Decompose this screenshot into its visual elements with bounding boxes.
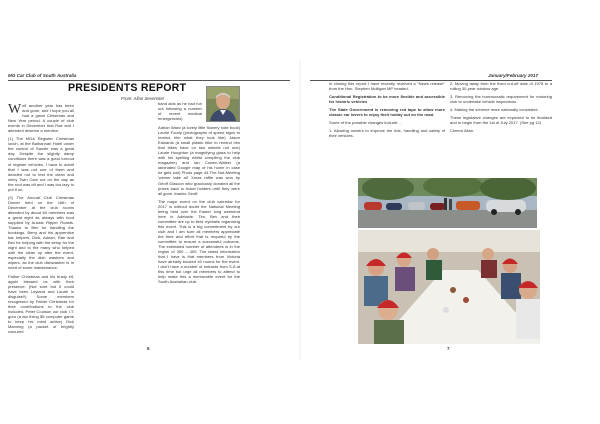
para-national-meeting: The major event on the club calendar for 2017 is without doubt the National Meeting being held over the Easter long weekend here in Adelaide. Tim, Bev and their committee are up to their eyeballs organising this event. This is a big commitment by our club and I am sure all members appreciate the time and effort that is required by the committee to ensure a successful outcome. The estimated number of attendees is in the region of 350 – 400. The latest information that I have is that members from Victoria have already booked 40 rooms for the event. I don't have a number of entrants from S.A at this time but urge all members to attend to help make this a memorable event for the South Australian club. [158,198,240,285]
para-father-christmas: Father Christmas and his trusty elf, again blessed us with their presence. (Not sure but it could have been Leyland and Laurie in disguise!!) Some members recognised by Father Christmas for their contributions to the club included, Peter Coulson our club I.T. guru (a wiz fixing $5 computer game to keep his mind active) Dick Manning (a packet of brightly coloured [8,273,74,335]
para-headline: Conditional Registration to be more flexible and accessible for historic vehicles [329,94,445,105]
byline: From: Allan Sevenster [121,96,165,101]
right-column-1 [329,81,445,141]
para-cheers: Cheers Allan. [450,128,475,134]
right-column-2 [450,81,552,136]
para-change-1: 1. Allowing owners to improve the ride, handling and safety of their vehicles. [329,128,445,139]
left-column-1 [8,103,74,337]
left-column-2 [158,125,240,287]
para-red-tape: The State Government is removing red tape to allow more classic car lovers to enjoy their hobby out on the road. [329,107,445,118]
para-change-3: 3. Removing the bureaucratic requirement for motoring club to undertake vehicle inspections. [450,94,552,105]
para-change-2: 2. Moving away from the fixed cut-off date of 1978 to a rolling 30-year window age. [450,81,552,92]
left-column-2-top [158,101,202,124]
photo-cars-lunch [358,178,537,228]
para-finalised: These legislative changes are expected to be finalised and to begin from the 1st of July 2017. (See pg 12) [450,115,552,126]
drop-cap: W [8,102,22,117]
page-number-left: 6 [147,346,150,351]
para-changes-intro: Some of the possible changes include: - [329,120,401,126]
header-club-name: MG Car Club of South Australia [8,73,77,78]
page-number-right: 7 [447,346,450,351]
para-news-release: In closing this report I have recently received a "News release" from the Hon. Stephen Mulligan MP headed, [329,81,445,92]
para-intro: ell another year has been and gone, and I hope you all had a great Christmas and New Year period. A couple of club events in December that Rae and I attended deserve a mention. [8,103,74,134]
para-mga-lunch: (1) The MGA Register Christmas lunch, at the Balhannah Hotel under the control of Sandie was a great day. Despite the slightly damp conditions there was a good turnout of register vehicles. I have to admit that I was not one of them and decided not to test the clean and shiny Twin Cam out on the day as the roof was off and I was too lazy to put it on. [8,136,74,192]
right-page [300,0,600,424]
header-rule [8,80,290,81]
para-change-4: 4. Making the scheme more nationally consistent. [450,107,539,113]
author-portrait [206,86,240,122]
page-title: PRESIDENTS REPORT [68,82,187,94]
para-christmas-dinner: (2) The Annual Club Christmas Dinner held on the 16th of December at the club rooms attended by about 60 members was a great night as always with food supplied by Aussie Ripper Roasts. Thanks to Bev for handling the bookings, Berry and his apprentice bar helpers, Dick, Adrian, Rae and Bev for helping with the setup for the night and to the many who helped with the clean up after the event, especially the dish washers and wipers, as the club dishwasher is in need of some maintenance. [8,194,74,271]
para-awards: Adrian Ward (a lovely little flowery note book) Laurie Foody (photographs of speed signs to remind him what they look like) Jason Edwards (a small plastic bike to remind him that bikes have on two wheels not one) Laurie Houghton (a magnifying glass to help with his spelling whilst compiling the club magazine) and Ian Cowen-Walker (a laminated Google map of his home in case he gets lost) Photo page 44 The Not-Meeting 'winner take all' Xmas raffle was won by Geoff Glascon who graciously donated all the prizes back to ticket holders until they were all gone, thanks Geoff. [158,125,240,196]
photo-christmas-dinner [358,230,540,344]
header-issue-date: January/February 2017 [488,73,539,78]
para-band-aids: band aids as he had run out following a number of recent medical emergencies) [158,101,202,122]
